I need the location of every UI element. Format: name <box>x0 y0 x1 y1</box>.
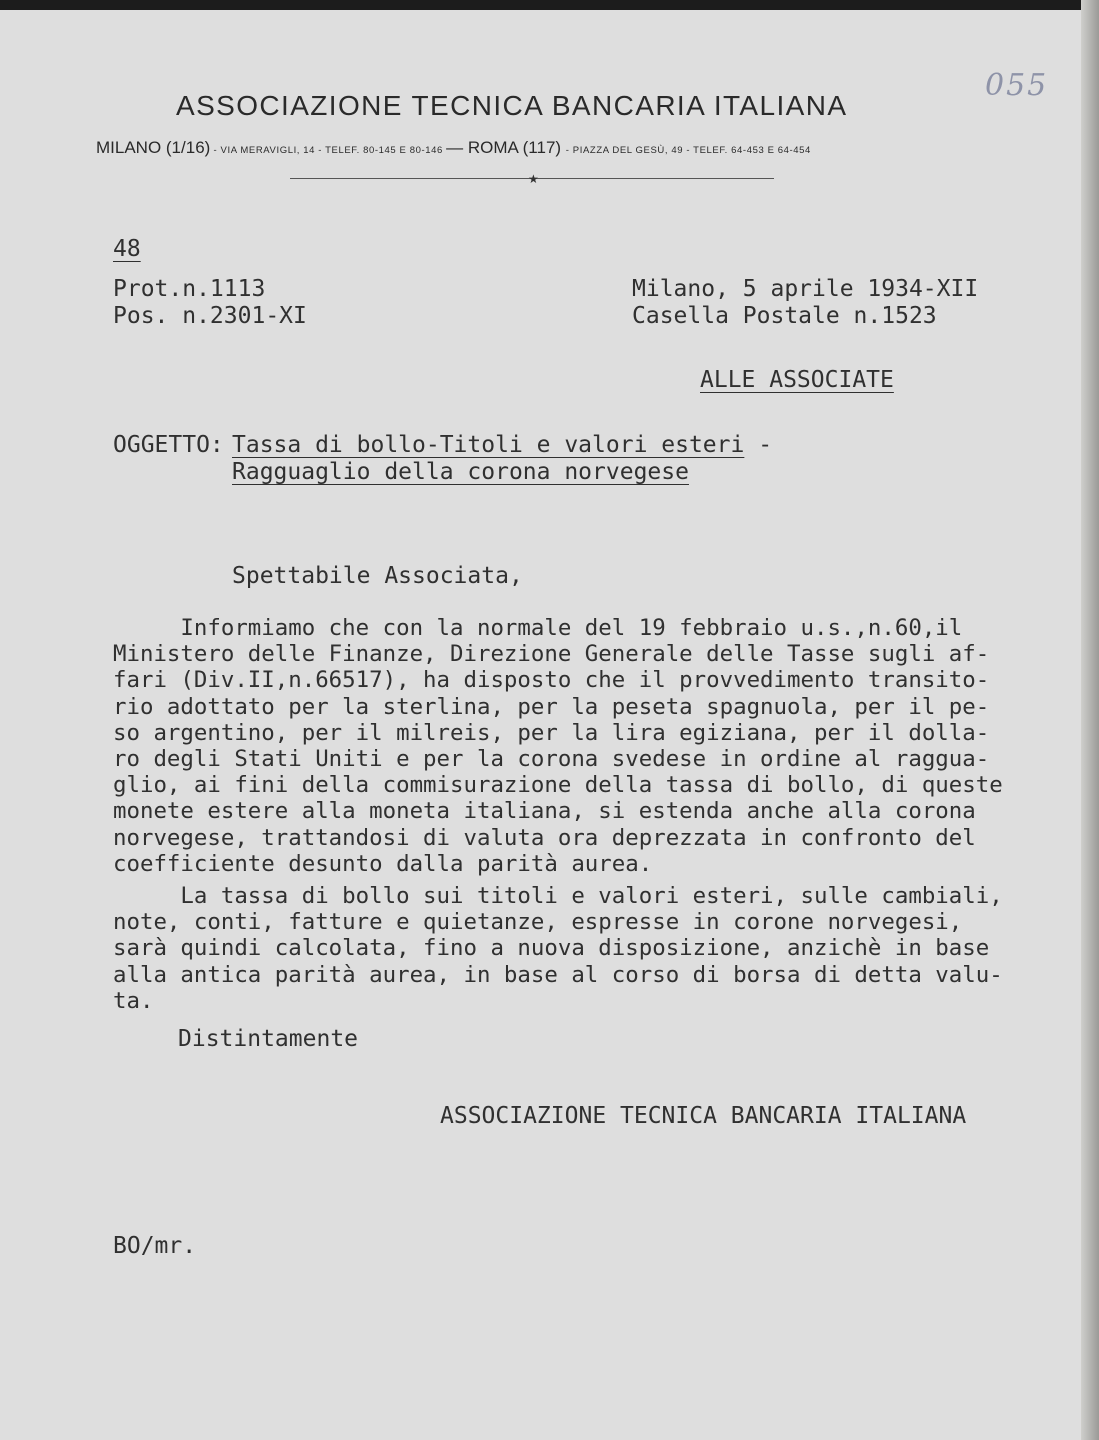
paragraph-line: so argentino, per il milreis, per la lira egiziana, per il dolla- <box>113 719 990 746</box>
letterhead-organization: ASSOCIAZIONE TECNICA BANCARIA ITALIANA <box>176 90 848 121</box>
scan-top-edge <box>0 0 1099 10</box>
subject-dash: - <box>744 432 773 458</box>
handwritten-page-number: 055 <box>985 68 1049 103</box>
milano-label: MILANO (1/16) <box>96 138 211 157</box>
closing: Distintamente <box>178 1026 359 1052</box>
protocol-number: Prot.n.1113 <box>113 276 266 302</box>
paragraph-line: alla antica parità aurea, in base al corso di borsa di detta valu- <box>113 961 1003 988</box>
subject-label: OGGETTO: <box>113 432 224 458</box>
reference-number: 48 <box>113 236 141 262</box>
star-ornament-icon: ★ <box>528 172 539 186</box>
initials: BO/mr. <box>113 1233 197 1259</box>
paragraph-line: ro degli Stati Uniti e per la corona svedese in ordine al raggua- <box>113 746 990 773</box>
subject-text-1: Tassa di bollo-Titoli e valori esteri <box>232 432 745 458</box>
paragraph-line: glio, ai fini della commisurazione della tassa di bollo, di queste <box>113 772 1003 799</box>
paragraph-1 <box>113 615 1003 877</box>
paragraph-line: rio adottato per la sterlina, per la peseta spagnuola, per il pe- <box>113 693 990 720</box>
address-separator: — <box>446 138 464 157</box>
paragraph-line: ta. <box>113 987 154 1014</box>
roma-address: - PIAZZA DEL GESÙ, 49 - TELEF. 64-453 E 64-454 <box>565 145 811 156</box>
subject-line-2: Ragguaglio della corona norvegese <box>232 459 689 485</box>
milano-address: - VIA MERAVIGLI, 14 - TELEF. 80-145 E 80-146 <box>210 145 447 156</box>
paragraph-line: fari (Div.II,n.66517), ha disposto che il provvedimento transito- <box>113 667 990 694</box>
scan-right-edge <box>1081 0 1099 1440</box>
paragraph-line: Informiamo che con la normale del 19 febbraio u.s.,n.60,il <box>113 615 963 641</box>
po-box: Casella Postale n.1523 <box>632 303 937 329</box>
paragraph-line: norvegese, trattandosi di valuta ora deprezzata in confronto del <box>113 824 976 851</box>
recipient: ALLE ASSOCIATE <box>700 367 894 393</box>
signature: ASSOCIAZIONE TECNICA BANCARIA ITALIANA <box>440 1103 967 1129</box>
letterhead-address <box>96 138 996 158</box>
salutation: Spettabile Associata, <box>232 563 523 589</box>
paragraph-line: monete estere alla moneta italiana, si estenda anche alla corona <box>113 798 976 825</box>
paragraph-2 <box>113 883 1003 1014</box>
position-number: Pos. n.2301-XI <box>113 303 307 329</box>
roma-label: ROMA (117) <box>463 138 566 157</box>
place-date: Milano, 5 aprile 1934-XII <box>632 276 979 302</box>
paragraph-line: Ministero delle Finanze, Direzione Generale delle Tasse sugli af- <box>113 641 990 668</box>
paragraph-line: coefficiente desunto dalla parità aurea. <box>113 850 653 877</box>
paragraph-line: sarà quindi calcolata, fino a nuova disposizione, anzichè in base <box>113 935 990 962</box>
subject-line-1 <box>232 432 772 458</box>
paragraph-line: note, conti, fatture e quietanze, espresse in corone norvegesi, <box>113 909 963 936</box>
paragraph-line: La tassa di bollo sui titoli e valori esteri, sulle cambiali, <box>113 883 1003 909</box>
